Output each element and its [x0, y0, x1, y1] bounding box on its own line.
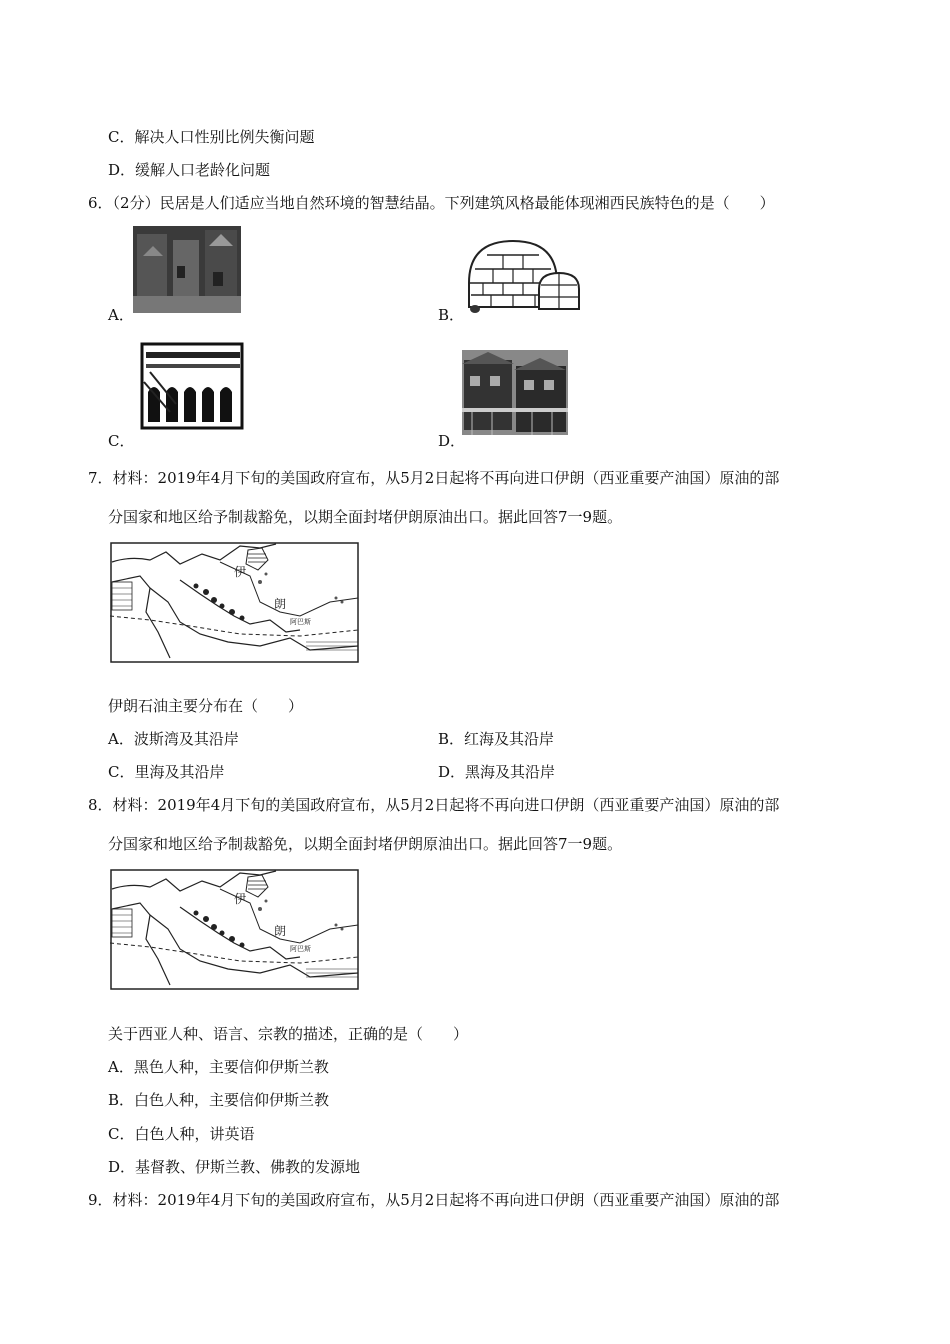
q5-option-d: D．缓解人口老龄化问题 [108, 161, 271, 179]
q8-stem-line1: 8．材料：2019年4月下旬的美国政府宣布，从5月2日起将不再向进口伊朗（西亚重要产油国）原油的部 [88, 796, 780, 814]
q8-stem-line2: 分国家和地区给予制裁豁免，以期全面封堵伊朗原油出口。据此回答7一9题。 [108, 835, 623, 853]
q8-option-c: C．白色人种，讲英语 [108, 1125, 255, 1143]
q6-image-c [140, 342, 244, 430]
q7-option-a: A．波斯湾及其沿岸 [108, 730, 239, 748]
q6-label-d: D． [438, 432, 466, 450]
q6-stem: 6．（2分）民居是人们适应当地自然环境的智慧结晶。下列建筑风格最能体现湘西民族特色的是（ ） [88, 194, 775, 212]
q8-option-d: D．基督教、伊斯兰教、佛教的发源地 [108, 1158, 361, 1176]
q7-stem-line2: 分国家和地区给予制裁豁免，以期全面封堵伊朗原油出口。据此回答7一9题。 [108, 508, 623, 526]
q9-stem-line1: 9．材料：2019年4月下旬的美国政府宣布，从5月2日起将不再向进口伊朗（西亚重要产油国）原油的部 [88, 1191, 780, 1209]
q8-question: 关于西亚人种、语言、宗教的描述，正确的是（ ） [108, 1025, 469, 1043]
q7-map-label-1: 伊 [234, 565, 247, 579]
q7-option-c: C．里海及其沿岸 [108, 763, 225, 781]
q6-label-c: C． [108, 432, 135, 450]
q8-map [110, 869, 360, 991]
q6-image-a [133, 226, 241, 313]
q8-map-label-3: 阿巴斯 [290, 945, 311, 953]
q8-option-a: A．黑色人种，主要信仰伊斯兰教 [108, 1058, 329, 1076]
q8-map-label-1: 伊 [234, 892, 247, 906]
q6-image-d [462, 350, 568, 435]
q8-map-label-2: 朗 [274, 924, 287, 938]
q7-option-b: B．红海及其沿岸 [438, 730, 555, 748]
q5-option-c: C．解决人口性别比例失衡问题 [108, 128, 315, 146]
q7-question: 伊朗石油主要分布在（ ） [108, 697, 304, 715]
q6-image-b [463, 233, 583, 315]
q8-option-b: B．白色人种，主要信仰伊斯兰教 [108, 1091, 330, 1109]
q7-stem-line1: 7．材料：2019年4月下旬的美国政府宣布，从5月2日起将不再向进口伊朗（西亚重要产油国）原油的部 [88, 469, 780, 487]
q7-map [110, 542, 360, 664]
q7-map-label-2: 朗 [274, 597, 287, 611]
q7-option-d: D．黑海及其沿岸 [438, 763, 556, 781]
q6-label-a: A． [108, 306, 134, 324]
q6-label-b: B． [438, 306, 465, 324]
q7-map-label-3: 阿巴斯 [290, 618, 311, 626]
